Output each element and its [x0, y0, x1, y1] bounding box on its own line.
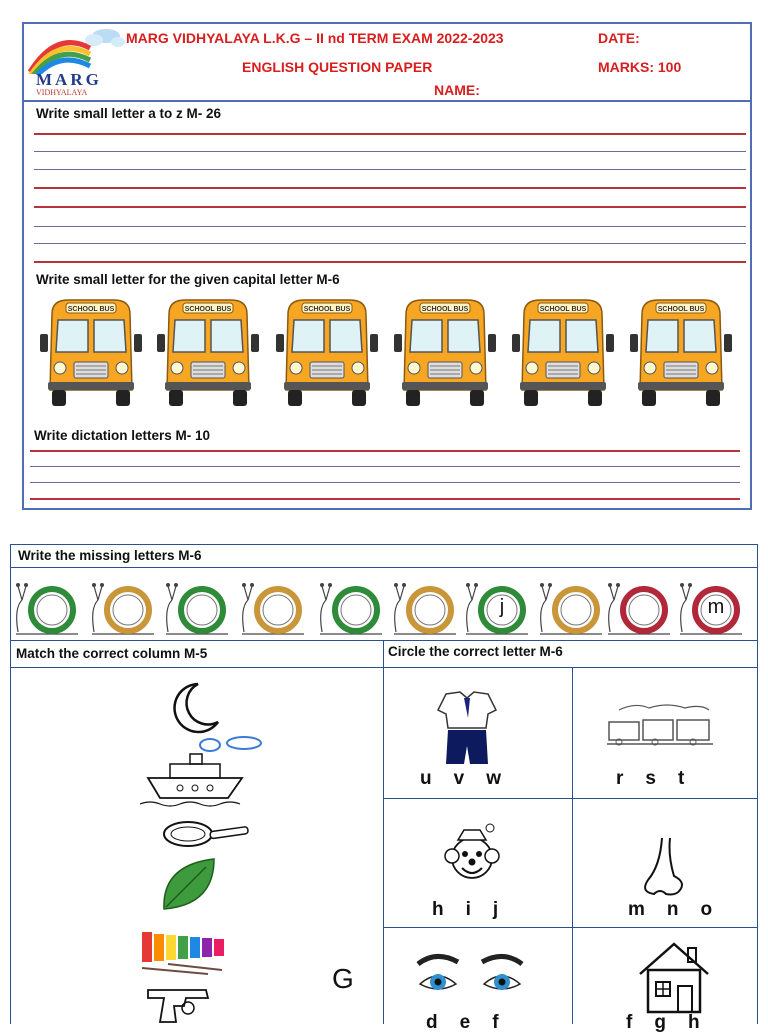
writing-line	[30, 482, 740, 483]
svg-text:SCHOOL BUS: SCHOOL BUS	[657, 306, 705, 313]
svg-text:SCHOOL BUS: SCHOOL BUS	[303, 306, 351, 313]
letter-choice[interactable]: j	[492, 899, 499, 920]
row-divider	[10, 667, 758, 668]
moon-icon	[168, 680, 222, 734]
snail-icon	[238, 578, 310, 636]
snail-icon	[604, 578, 676, 636]
letter-choice[interactable]: n	[666, 899, 679, 920]
pan-icon	[160, 816, 252, 852]
letter-choices	[628, 899, 734, 921]
school-bus-icon	[38, 298, 144, 410]
letter-choice[interactable]: i	[465, 899, 471, 920]
column-divider	[383, 640, 384, 1024]
letter-choice[interactable]: f	[626, 1012, 633, 1033]
clown-icon	[440, 822, 504, 890]
snail-letter[interactable]: j	[499, 596, 505, 618]
writing-line	[34, 133, 746, 135]
snail-icon	[390, 578, 462, 636]
date-label: DATE:	[598, 30, 640, 46]
house-icon	[636, 940, 712, 1014]
gun-icon	[146, 984, 232, 1024]
letter-choice[interactable]: g	[654, 1012, 666, 1033]
letter-choice[interactable]: h	[687, 1012, 700, 1033]
snail-icon	[676, 578, 748, 636]
letter-choices	[420, 768, 523, 790]
section-match: Match the correct column M-5	[16, 646, 208, 661]
writing-line	[30, 498, 740, 500]
logo-subtext: VIDHYALAYA	[36, 88, 88, 97]
row-divider	[10, 640, 758, 641]
row-divider	[383, 798, 758, 799]
letter-choice[interactable]: v	[453, 768, 465, 789]
letter-choice[interactable]: d	[426, 1012, 438, 1033]
ship-icon	[140, 752, 250, 810]
uniform-icon	[434, 690, 500, 766]
train-icon	[605, 700, 715, 750]
snail-icon	[12, 578, 84, 636]
section-small-letters: Write small letter a to z M- 26	[36, 106, 222, 121]
snail-icon	[462, 578, 534, 636]
svg-text:SCHOOL BUS: SCHOOL BUS	[539, 306, 587, 313]
match-letter: G	[332, 963, 354, 994]
snail-icon	[316, 578, 388, 636]
writing-line	[34, 206, 746, 208]
letter-choice[interactable]: e	[459, 1012, 471, 1033]
school-bus-icon	[392, 298, 498, 410]
letter-choices	[626, 1012, 722, 1034]
leaf-icon	[160, 855, 218, 913]
snail-icon	[162, 578, 234, 636]
nose-icon	[640, 836, 690, 902]
header-divider	[22, 100, 752, 102]
writing-line	[34, 261, 746, 263]
school-bus-icon	[628, 298, 734, 410]
letter-choice[interactable]: m	[628, 899, 645, 920]
row-divider	[383, 927, 758, 928]
letter-choices	[432, 899, 520, 921]
eyes-icon	[414, 950, 526, 1002]
school-bus-icon	[274, 298, 380, 410]
section-missing: Write the missing letters M-6	[18, 548, 202, 563]
writing-line	[34, 187, 746, 189]
row-divider	[10, 567, 758, 568]
logo-text: MARG	[36, 70, 102, 89]
letter-choice[interactable]: s	[645, 768, 656, 789]
rainbow-logo-icon	[26, 24, 126, 74]
letter-choice[interactable]: t	[677, 768, 685, 789]
snail-icon	[88, 578, 160, 636]
writing-line	[34, 243, 746, 244]
name-label: NAME:	[434, 82, 480, 98]
writing-line	[34, 151, 746, 152]
snail-icon	[536, 578, 608, 636]
letter-choices	[426, 1012, 521, 1034]
writing-line	[34, 226, 746, 227]
column-divider	[572, 667, 573, 1024]
section-capital-to-small: Write small letter for the given capital letter M-6	[36, 272, 340, 287]
writing-line	[30, 450, 740, 452]
section-circle: Circle the correct letter M-6	[388, 644, 563, 659]
svg-text:SCHOOL BUS: SCHOOL BUS	[184, 306, 232, 313]
letter-choice[interactable]: o	[700, 899, 713, 920]
writing-line	[30, 466, 740, 467]
xylophone-icon	[138, 924, 230, 976]
clouds-icon	[198, 734, 264, 754]
writing-line	[34, 169, 746, 170]
letter-choice[interactable]: u	[420, 768, 432, 789]
letter-choices	[616, 768, 706, 790]
marks-label: MARKS: 100	[598, 59, 682, 75]
letter-choice[interactable]: f	[492, 1012, 499, 1033]
school-bus-icon	[155, 298, 261, 410]
letter-choice[interactable]: w	[486, 768, 501, 789]
snail-letter[interactable]: m	[707, 596, 725, 618]
letter-choice[interactable]: r	[616, 768, 624, 789]
svg-text:SCHOOL BUS: SCHOOL BUS	[421, 306, 469, 313]
letter-choice[interactable]: h	[432, 899, 444, 920]
school-bus-icon	[510, 298, 616, 410]
section-dictation: Write dictation letters M- 10	[34, 428, 211, 443]
svg-text:SCHOOL BUS: SCHOOL BUS	[67, 306, 115, 313]
exam-title: MARG VIDHYALAYA L.K.G – II nd TERM EXAM 2022-2023	[126, 30, 504, 46]
paper-subtitle: ENGLISH QUESTION PAPER	[242, 59, 433, 75]
